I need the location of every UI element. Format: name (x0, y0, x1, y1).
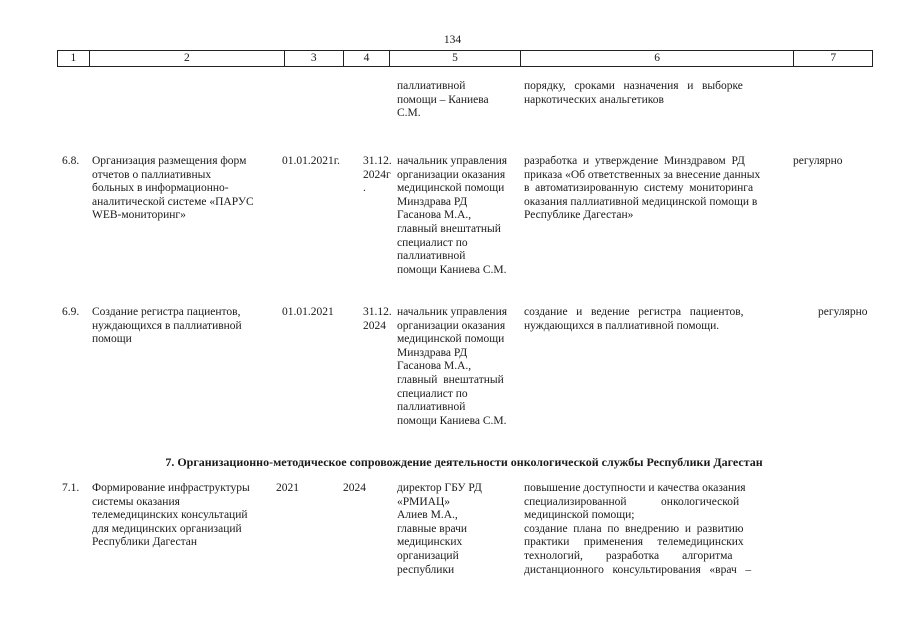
row-periodicity: регулярно (818, 306, 868, 318)
section-title: 7. Организационно-методическое сопровождение деятельности онкологической службы Республики Дагестан (165, 455, 763, 469)
row-responsible: начальник управления организации оказания медицинской помощи Минздрава РД Гасанова М.А., главный внештатный специалист по паллиативной помощи Каниева С.М. (397, 306, 508, 427)
row-start-date: 01.01.2021 (282, 306, 334, 318)
row-end-date: 31.12. 2024г . (363, 155, 392, 195)
row-end-date: 2024 (343, 482, 366, 494)
row-start-date: 2021 (276, 482, 299, 494)
continued-responsible: паллиативной помощи – Каниева С.М. (397, 80, 489, 120)
column-number-header (57, 50, 873, 67)
row-number: 6.9. (62, 306, 80, 318)
header-col-7: 7 (830, 52, 837, 64)
row-name: Организация размещения форм отчетов о паллиативных больных в информационно- аналитической системе «ПАРУС WEB-мониторинг» (92, 155, 254, 222)
page-number: 134 (443, 34, 462, 46)
row-number: 7.1. (62, 482, 80, 494)
header-col-5: 5 (390, 51, 520, 66)
row-end-date: 31.12. 2024 (363, 306, 392, 332)
header-col-3: 3 (285, 51, 344, 66)
header-col-6: 6 (521, 51, 795, 66)
row-number: 6.8. (62, 155, 80, 167)
row-result: разработка и утверждение Минздравом РД приказа «Об ответственных за внесение данных в автоматизированную систему мониторинга оказания паллиативной медицинской помощи в Республике Дагестан» (524, 155, 761, 222)
header-col-2: 2 (90, 51, 285, 66)
row-result: создание и ведение регистра пациентов, нуждающихся в паллиативной помощи. (524, 306, 744, 332)
row-name: Создание регистра пациентов, нуждающихся в паллиативной помощи (92, 306, 242, 346)
row-result: повышение доступности и качества оказания специализированной онкологической медицинской помощи; создание плана по внедрению и развитию практики применения телемедицинских технологий, разработка алгоритма дистанционного консультирования «врач – (524, 482, 752, 576)
header-col-1: 1 (58, 51, 90, 66)
row-start-date: 01.01.2021г. (282, 155, 341, 167)
header-col-4: 4 (344, 51, 391, 66)
row-responsible: начальник управления организации оказания медицинской помощи Минздрава РД Гасанова М.А., главный внештатный специалист по паллиативной помощи Каниева С.М. (397, 155, 508, 276)
row-responsible: директор ГБУ РД «РМИАЦ» Алиев М.А., главные врачи медицинских организаций республики (397, 482, 482, 576)
continued-result: порядку, сроками назначения и выборке наркотических анальгетиков (524, 80, 743, 106)
row-periodicity: регулярно (793, 155, 843, 167)
row-name: Формирование инфраструктуры системы оказания телемедицинских консультаций для медицинских организаций Республики Дагестан (92, 482, 250, 549)
